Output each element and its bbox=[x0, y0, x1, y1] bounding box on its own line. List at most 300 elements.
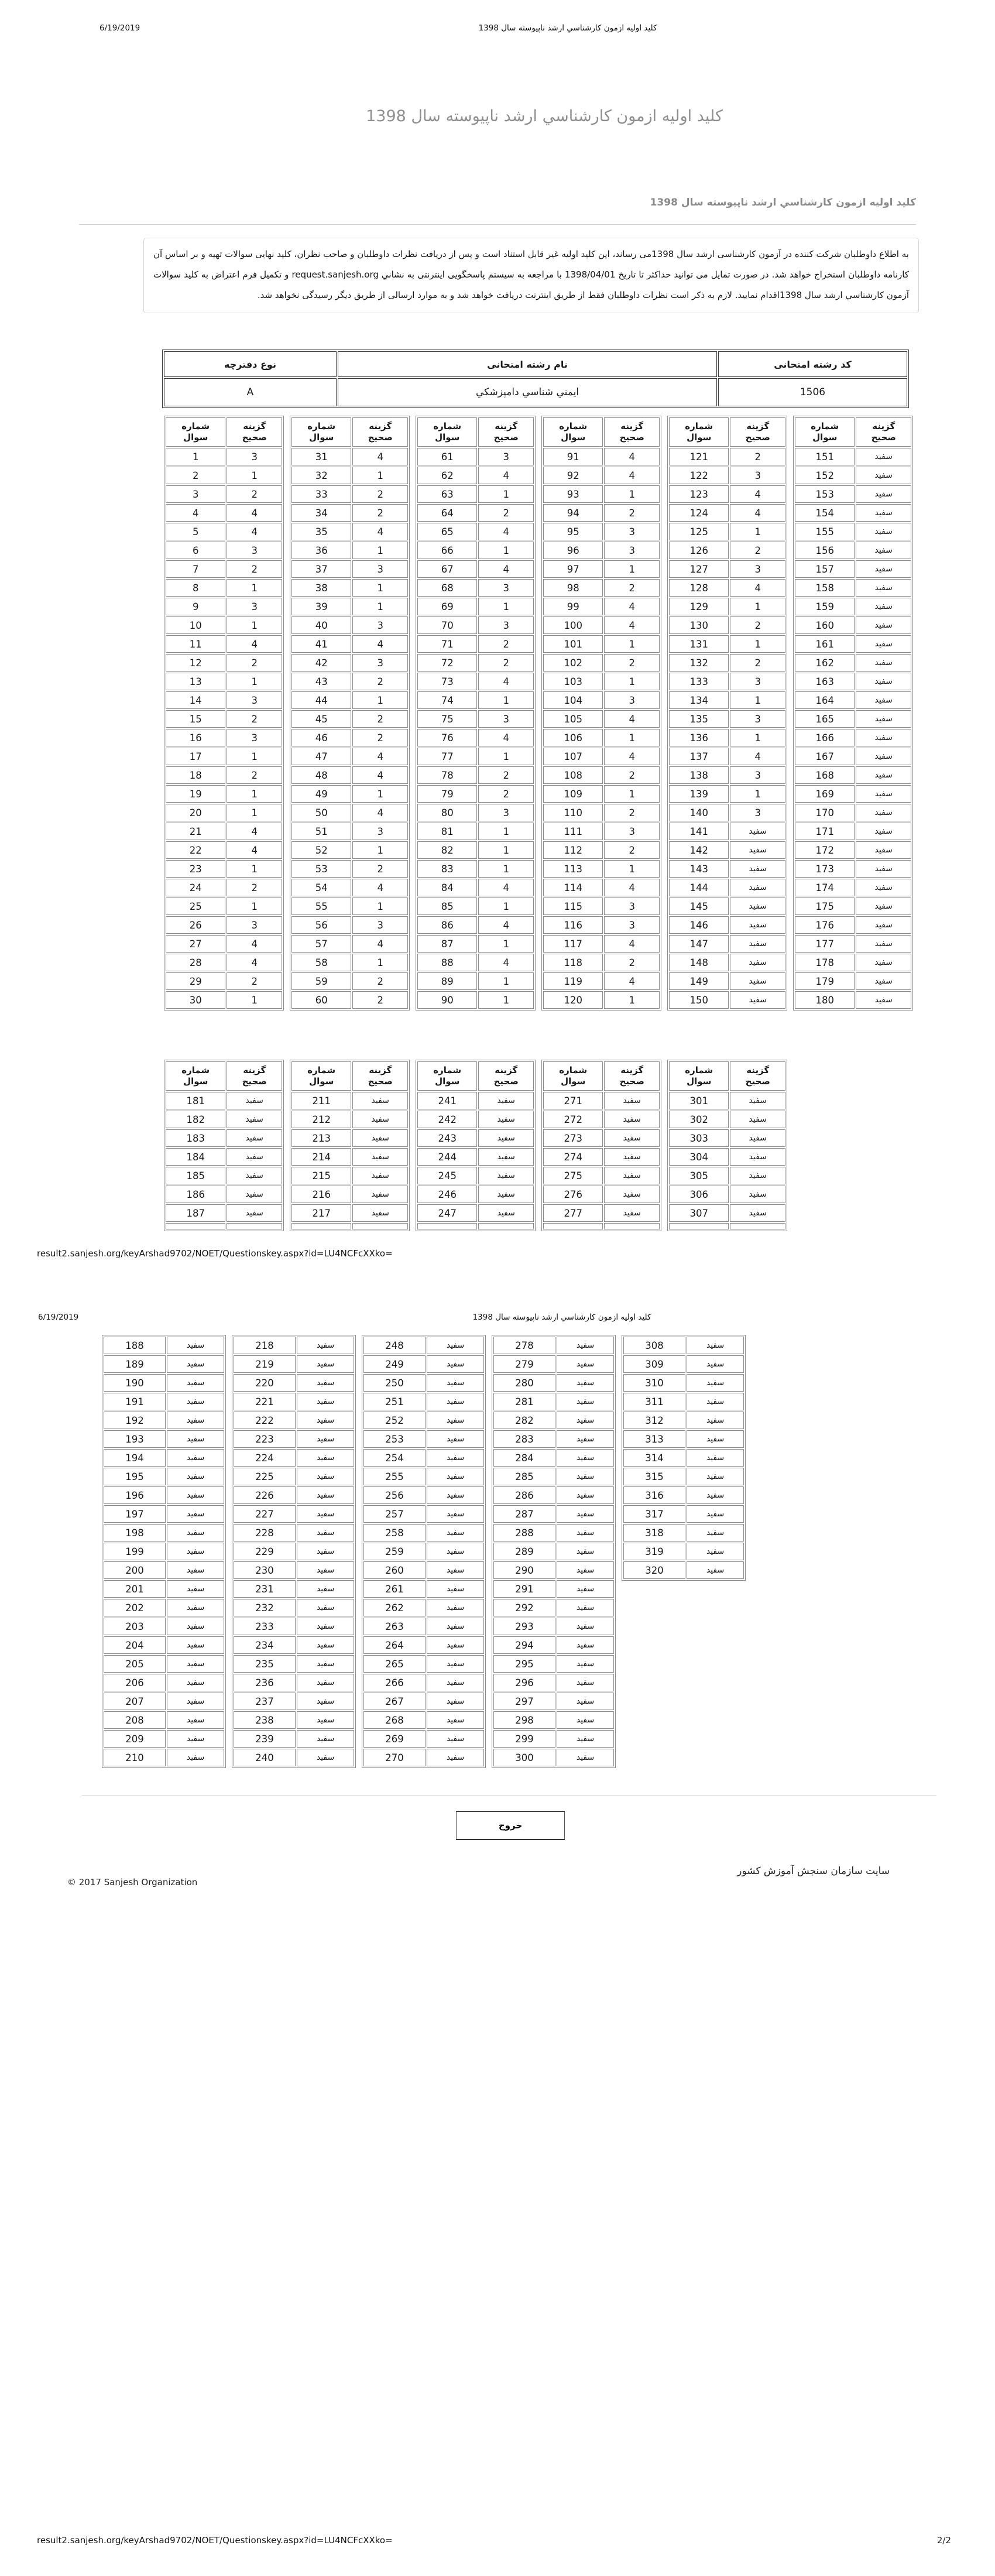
correct-option-cell: سفید bbox=[856, 823, 911, 840]
question-number-cell: 198 bbox=[104, 1524, 166, 1542]
correct-option-cell: 2 bbox=[352, 729, 408, 746]
correct-option-cell: 4 bbox=[352, 448, 408, 465]
answer-row bbox=[166, 523, 282, 540]
correct-option-cell: سفید bbox=[352, 1186, 408, 1203]
correct-option-cell: سفید bbox=[557, 1430, 614, 1448]
correct-option-cell: سفید bbox=[427, 1674, 484, 1691]
answer-row bbox=[363, 1412, 484, 1429]
correct-option-cell: سفید bbox=[167, 1749, 224, 1766]
correct-option-cell: سفید bbox=[227, 1204, 282, 1222]
correct-option-cell: سفید bbox=[427, 1749, 484, 1766]
correct-option-cell: 2 bbox=[227, 972, 282, 990]
correct-option-cell: سفید bbox=[604, 1111, 660, 1128]
question-number-cell: 224 bbox=[234, 1449, 296, 1467]
correct-option-cell: 1 bbox=[478, 935, 534, 953]
correct-option-cell: سفید bbox=[730, 1148, 785, 1166]
answer-row bbox=[417, 972, 534, 990]
correct-option-cell: سفید bbox=[167, 1655, 224, 1673]
answer-row bbox=[104, 1355, 224, 1373]
answer-row bbox=[234, 1693, 354, 1710]
answer-key-table bbox=[416, 416, 536, 1010]
answer-row bbox=[363, 1655, 484, 1673]
question-number-cell: 151 bbox=[795, 448, 855, 465]
answer-row bbox=[291, 504, 408, 522]
correct-option-cell: سفید bbox=[687, 1486, 744, 1504]
correct-option-cell: سفید bbox=[427, 1374, 484, 1392]
answer-row bbox=[417, 748, 534, 765]
question-number-cell: 122 bbox=[669, 467, 729, 484]
answer-row bbox=[669, 616, 785, 634]
answer-header-row bbox=[543, 1061, 660, 1091]
answer-key-block-2 bbox=[164, 1060, 787, 1231]
correct-option-cell: سفید bbox=[427, 1543, 484, 1560]
correct-option-cell: 4 bbox=[730, 579, 785, 597]
question-number-cell: 32 bbox=[291, 467, 351, 484]
question-number-cell: 211 bbox=[291, 1092, 351, 1109]
question-number-cell: 44 bbox=[291, 691, 351, 709]
answer-header-row bbox=[166, 417, 282, 447]
correct-option-header: گزینه صحیح bbox=[856, 417, 911, 447]
correct-option-cell: 2 bbox=[352, 485, 408, 503]
question-number-cell: 101 bbox=[543, 635, 603, 653]
answer-row bbox=[543, 1204, 660, 1222]
correct-option-cell: سفید bbox=[297, 1374, 354, 1392]
page2-print-date: 6/19/2019 bbox=[38, 1313, 79, 1322]
correct-option-cell: 2 bbox=[730, 448, 785, 465]
question-number-cell: 66 bbox=[417, 542, 477, 559]
answer-row bbox=[104, 1711, 224, 1729]
question-number-cell: 27 bbox=[166, 935, 225, 953]
correct-option-cell: 4 bbox=[352, 804, 408, 821]
question-number-header: شماره سوال bbox=[795, 417, 855, 447]
correct-option-cell: سفید bbox=[297, 1693, 354, 1710]
question-number-cell: 294 bbox=[493, 1636, 555, 1654]
answer-row bbox=[363, 1449, 484, 1467]
answer-row bbox=[166, 879, 282, 896]
answer-row bbox=[166, 898, 282, 915]
divider bbox=[82, 1795, 936, 1796]
answer-row bbox=[234, 1412, 354, 1429]
answer-row bbox=[669, 598, 785, 615]
question-number-cell: 253 bbox=[363, 1430, 426, 1448]
correct-option-cell: سفید bbox=[167, 1449, 224, 1467]
question-number-cell: 313 bbox=[623, 1430, 685, 1448]
answer-row bbox=[543, 485, 660, 503]
correct-option-cell: سفید bbox=[557, 1580, 614, 1598]
answer-row bbox=[543, 991, 660, 1009]
question-number-cell: 223 bbox=[234, 1430, 296, 1448]
answer-row bbox=[669, 729, 785, 746]
question-number-cell: 273 bbox=[543, 1129, 603, 1147]
question-number-cell: 22 bbox=[166, 841, 225, 859]
correct-option-cell: 3 bbox=[352, 560, 408, 578]
answer-row bbox=[104, 1580, 224, 1598]
question-number-cell: 146 bbox=[669, 916, 729, 934]
correct-option-cell: 4 bbox=[352, 935, 408, 953]
question-number-cell: 218 bbox=[234, 1337, 296, 1354]
question-number-cell: 199 bbox=[104, 1543, 166, 1560]
question-number-cell: 19 bbox=[166, 785, 225, 803]
answer-row bbox=[543, 616, 660, 634]
correct-option-cell: سفید bbox=[557, 1412, 614, 1429]
booklet-type-header: نوع دفترچه bbox=[164, 351, 337, 377]
correct-option-cell: سفید bbox=[856, 504, 911, 522]
correct-option-cell: 4 bbox=[352, 879, 408, 896]
answer-row bbox=[669, 673, 785, 690]
answer-row bbox=[543, 766, 660, 784]
answer-header-row bbox=[291, 417, 408, 447]
answer-row bbox=[234, 1543, 354, 1560]
correct-option-cell: سفید bbox=[730, 1204, 785, 1222]
correct-option-cell: 2 bbox=[352, 860, 408, 878]
answer-row bbox=[417, 991, 534, 1009]
answer-row bbox=[291, 598, 408, 615]
question-number-cell: 219 bbox=[234, 1355, 296, 1373]
question-number-cell: 165 bbox=[795, 710, 855, 728]
question-number-cell: 156 bbox=[795, 542, 855, 559]
answer-row bbox=[234, 1505, 354, 1523]
question-number-cell: 93 bbox=[543, 485, 603, 503]
answer-row bbox=[291, 766, 408, 784]
answer-row bbox=[795, 542, 911, 559]
correct-option-cell: 1 bbox=[227, 898, 282, 915]
correct-option-cell: سفید bbox=[167, 1393, 224, 1410]
correct-option-cell: 1 bbox=[478, 991, 534, 1009]
question-number-cell: 189 bbox=[104, 1355, 166, 1373]
question-number-cell: 94 bbox=[543, 504, 603, 522]
answer-row bbox=[669, 860, 785, 878]
question-number-cell: 243 bbox=[417, 1129, 477, 1147]
answer-row bbox=[543, 823, 660, 840]
correct-option-cell: 4 bbox=[478, 467, 534, 484]
question-number-cell: 256 bbox=[363, 1486, 426, 1504]
question-number-cell: 3 bbox=[166, 485, 225, 503]
question-number-cell: 63 bbox=[417, 485, 477, 503]
correct-option-cell: 1 bbox=[604, 635, 660, 653]
answer-row bbox=[363, 1674, 484, 1691]
answer-row bbox=[493, 1393, 614, 1410]
correct-option-cell: سفید bbox=[557, 1449, 614, 1467]
correct-option-cell: 4 bbox=[604, 972, 660, 990]
correct-option-cell: 1 bbox=[730, 729, 785, 746]
answer-row bbox=[543, 1111, 660, 1128]
question-number-cell: 136 bbox=[669, 729, 729, 746]
answer-row bbox=[363, 1355, 484, 1373]
question-number-cell: 212 bbox=[291, 1111, 351, 1128]
answer-row bbox=[234, 1674, 354, 1691]
correct-option-cell: سفید bbox=[856, 879, 911, 896]
answer-row bbox=[669, 954, 785, 971]
correct-option-cell: 1 bbox=[730, 598, 785, 615]
notice-text: به اطلاع داوطلبان شرکت کننده در آزمون کارشناسی ارشد سال 1398می رساند، این کلید اولیه غیر قابل استناد است و پس از دریافت نظرات داوطلبان و صاحب نظران، کلید نهایی سوالات تهیه و بر اساس آن کارنامه داوطلبان استخراج خواهد شد. در صورت تمایل می توانید حداکثر تا تاریخ 1398/04/01 با مراجعه به سیستم پاسخگویی اینترنتی به نشاني request.sanjesh.org و تکمیل فرم اعتراض به کلید سوالات آزمون کارشناسي ارشد سال 1398اقدام نمایید. لازم به ذکر است نظرات داوطلبان فقط از طریق اینترنت دریافت خواهد شد و به موارد ارسالی از طریق دیگر رسیدگی نخواهد شد. bbox=[153, 249, 910, 300]
correct-option-cell: سفید bbox=[297, 1599, 354, 1616]
correct-option-cell: سفید bbox=[856, 898, 911, 915]
correct-option-cell: 3 bbox=[352, 916, 408, 934]
question-number-cell: 138 bbox=[669, 766, 729, 784]
correct-option-cell: سفید bbox=[297, 1543, 354, 1560]
answer-row bbox=[669, 972, 785, 990]
correct-option-cell: سفید bbox=[227, 1111, 282, 1128]
question-number-cell: 242 bbox=[417, 1111, 477, 1128]
correct-option-cell: سفید bbox=[687, 1337, 744, 1354]
answer-row bbox=[291, 748, 408, 765]
answer-row bbox=[104, 1393, 224, 1410]
question-number-cell: 53 bbox=[291, 860, 351, 878]
answer-row bbox=[291, 1129, 408, 1147]
correct-option-cell: 1 bbox=[352, 598, 408, 615]
question-number-cell: 174 bbox=[795, 879, 855, 896]
question-number-cell: 2 bbox=[166, 467, 225, 484]
correct-option-cell: 4 bbox=[604, 879, 660, 896]
question-number-cell: 226 bbox=[234, 1486, 296, 1504]
correct-option-header: گزینه صحیح bbox=[730, 1061, 785, 1091]
question-number-cell: 104 bbox=[543, 691, 603, 709]
correct-option-cell: سفید bbox=[557, 1693, 614, 1710]
question-number-cell: 168 bbox=[795, 766, 855, 784]
correct-option-header: گزینه صحیح bbox=[604, 1061, 660, 1091]
question-number-cell: 269 bbox=[363, 1730, 426, 1748]
page1-print-date: 6/19/2019 bbox=[100, 23, 140, 33]
correct-option-cell: 1 bbox=[478, 898, 534, 915]
question-number-cell: 247 bbox=[417, 1204, 477, 1222]
correct-option-cell: سفید bbox=[297, 1749, 354, 1766]
question-number-cell: 205 bbox=[104, 1655, 166, 1673]
correct-option-cell: سفید bbox=[352, 1148, 408, 1166]
question-number-cell: 214 bbox=[291, 1148, 351, 1166]
correct-option-cell: سفید bbox=[856, 710, 911, 728]
question-number-cell: 229 bbox=[234, 1543, 296, 1560]
answer-row bbox=[291, 898, 408, 915]
question-number-cell: 79 bbox=[417, 785, 477, 803]
answer-row bbox=[795, 485, 911, 503]
correct-option-cell: سفید bbox=[478, 1186, 534, 1203]
answer-row bbox=[291, 972, 408, 990]
correct-option-cell: سفید bbox=[352, 1092, 408, 1109]
answer-row bbox=[543, 710, 660, 728]
answer-row bbox=[543, 467, 660, 484]
correct-option-cell: 1 bbox=[478, 823, 534, 840]
correct-option-cell: سفید bbox=[856, 673, 911, 690]
answer-row bbox=[166, 729, 282, 746]
question-number-cell: 288 bbox=[493, 1524, 555, 1542]
answer-row bbox=[166, 1186, 282, 1203]
correct-option-cell: سفید bbox=[167, 1355, 224, 1373]
correct-option-cell: سفید bbox=[856, 598, 911, 615]
answer-row bbox=[166, 823, 282, 840]
correct-option-cell: 1 bbox=[227, 616, 282, 634]
answer-row bbox=[493, 1430, 614, 1448]
correct-option-cell: 3 bbox=[730, 804, 785, 821]
answer-key-table bbox=[541, 1060, 661, 1231]
answer-key-table bbox=[290, 1060, 410, 1231]
correct-option-cell: 1 bbox=[227, 579, 282, 597]
page2-print-title: کلید اولیه ازمون کارشناسي ارشد ناپیوسته سال 1398 bbox=[472, 1313, 651, 1322]
answer-row bbox=[669, 1204, 785, 1222]
correct-option-cell: سفید bbox=[856, 916, 911, 934]
question-number-cell: 23 bbox=[166, 860, 225, 878]
answer-row bbox=[493, 1468, 614, 1485]
correct-option-cell: سفید bbox=[352, 1129, 408, 1147]
correct-option-cell: سفید bbox=[856, 860, 911, 878]
correct-option-cell: سفید bbox=[557, 1711, 614, 1729]
exit-button[interactable]: خروج bbox=[456, 1811, 565, 1839]
correct-option-cell: سفید bbox=[297, 1468, 354, 1485]
answer-row bbox=[417, 1204, 534, 1222]
question-number-cell: 239 bbox=[234, 1730, 296, 1748]
correct-option-cell: 1 bbox=[478, 598, 534, 615]
correct-option-cell: 3 bbox=[478, 448, 534, 465]
answer-row bbox=[166, 1092, 282, 1109]
question-number-cell: 308 bbox=[623, 1337, 685, 1354]
answer-row bbox=[291, 1186, 408, 1203]
answer-row bbox=[795, 579, 911, 597]
answer-row bbox=[166, 504, 282, 522]
correct-option-cell: سفید bbox=[427, 1449, 484, 1467]
question-number-cell: 4 bbox=[166, 504, 225, 522]
answer-row bbox=[291, 1204, 408, 1222]
answer-row bbox=[543, 1092, 660, 1109]
answer-row bbox=[795, 766, 911, 784]
answer-row bbox=[291, 542, 408, 559]
correct-option-cell: سفید bbox=[557, 1730, 614, 1748]
answer-row bbox=[234, 1618, 354, 1635]
answer-row bbox=[669, 467, 785, 484]
correct-option-cell: سفید bbox=[167, 1486, 224, 1504]
correct-option-cell: سفید bbox=[856, 972, 911, 990]
answer-row bbox=[104, 1468, 224, 1485]
correct-option-cell: سفید bbox=[730, 1111, 785, 1128]
question-number-cell: 89 bbox=[417, 972, 477, 990]
correct-option-cell: سفید bbox=[856, 542, 911, 559]
correct-option-cell: 4 bbox=[604, 448, 660, 465]
exam-field-code-header: کد رشته امتحانی bbox=[718, 351, 907, 377]
question-number-cell: 55 bbox=[291, 898, 351, 915]
correct-option-cell: 4 bbox=[604, 598, 660, 615]
answer-row bbox=[417, 673, 534, 690]
correct-option-cell: سفید bbox=[604, 1092, 660, 1109]
answer-row bbox=[669, 1186, 785, 1203]
correct-option-cell: سفید bbox=[856, 691, 911, 709]
correct-option-cell: 4 bbox=[604, 467, 660, 484]
question-number-cell: 285 bbox=[493, 1468, 555, 1485]
correct-option-cell: 4 bbox=[227, 523, 282, 540]
correct-option-cell: 4 bbox=[478, 879, 534, 896]
answer-row bbox=[795, 598, 911, 615]
question-number-cell: 125 bbox=[669, 523, 729, 540]
answer-row bbox=[543, 691, 660, 709]
page-title: کلید اولیه ازمون کارشناسي ارشد ناپیوسته سال 1398 bbox=[366, 107, 723, 125]
answer-row bbox=[291, 879, 408, 896]
answer-row bbox=[363, 1374, 484, 1392]
answer-row bbox=[104, 1561, 224, 1579]
question-number-cell: 284 bbox=[493, 1449, 555, 1467]
answer-row bbox=[104, 1599, 224, 1616]
answer-row bbox=[623, 1449, 744, 1467]
question-number-cell: 312 bbox=[623, 1412, 685, 1429]
answer-row bbox=[417, 523, 534, 540]
correct-option-cell: 2 bbox=[352, 991, 408, 1009]
correct-option-cell: 3 bbox=[352, 654, 408, 672]
question-number-cell: 145 bbox=[669, 898, 729, 915]
correct-option-cell: سفید bbox=[856, 954, 911, 971]
question-number-cell: 217 bbox=[291, 1204, 351, 1222]
question-number-header: شماره سوال bbox=[543, 1061, 603, 1091]
correct-option-cell: 2 bbox=[730, 654, 785, 672]
correct-option-cell: 2 bbox=[604, 804, 660, 821]
question-number-cell: 169 bbox=[795, 785, 855, 803]
answer-row bbox=[623, 1412, 744, 1429]
answer-key-table bbox=[164, 416, 284, 1010]
answer-row bbox=[543, 972, 660, 990]
question-number-cell: 215 bbox=[291, 1167, 351, 1184]
correct-option-cell: 4 bbox=[730, 748, 785, 765]
answer-row bbox=[104, 1674, 224, 1691]
answer-row bbox=[669, 448, 785, 465]
correct-option-cell: سفید bbox=[478, 1148, 534, 1166]
answer-row bbox=[669, 935, 785, 953]
question-number-cell: 71 bbox=[417, 635, 477, 653]
answer-row bbox=[234, 1430, 354, 1448]
answer-key-table bbox=[492, 1335, 616, 1768]
question-number-cell: 38 bbox=[291, 579, 351, 597]
answer-row bbox=[417, 1092, 534, 1109]
correct-option-cell: 1 bbox=[478, 485, 534, 503]
question-number-cell: 46 bbox=[291, 729, 351, 746]
correct-option-cell: سفید bbox=[730, 860, 785, 878]
correct-option-cell: سفید bbox=[427, 1393, 484, 1410]
correct-option-cell: 1 bbox=[730, 523, 785, 540]
question-number-cell: 149 bbox=[669, 972, 729, 990]
correct-option-cell: 3 bbox=[730, 766, 785, 784]
answer-header-row bbox=[417, 417, 534, 447]
answer-row bbox=[234, 1580, 354, 1598]
answer-row bbox=[363, 1561, 484, 1579]
question-number-cell: 114 bbox=[543, 879, 603, 896]
answer-row bbox=[543, 504, 660, 522]
answer-row bbox=[543, 1148, 660, 1166]
correct-option-cell: سفید bbox=[687, 1524, 744, 1542]
answer-row bbox=[493, 1543, 614, 1560]
question-number-cell: 172 bbox=[795, 841, 855, 859]
answer-header-row bbox=[795, 417, 911, 447]
question-number-cell: 297 bbox=[493, 1693, 555, 1710]
question-number-cell: 287 bbox=[493, 1505, 555, 1523]
question-number-cell: 220 bbox=[234, 1374, 296, 1392]
correct-option-cell: سفید bbox=[856, 467, 911, 484]
question-number-cell: 173 bbox=[795, 860, 855, 878]
correct-option-cell: 3 bbox=[227, 916, 282, 934]
correct-option-cell: سفید bbox=[730, 823, 785, 840]
correct-option-cell: 4 bbox=[227, 935, 282, 953]
answer-row bbox=[669, 504, 785, 522]
correct-option-cell: سفید bbox=[730, 1092, 785, 1109]
correct-option-cell: سفید bbox=[687, 1505, 744, 1523]
answer-row bbox=[417, 598, 534, 615]
question-number-cell: 56 bbox=[291, 916, 351, 934]
answer-row bbox=[543, 748, 660, 765]
question-number-cell: 257 bbox=[363, 1505, 426, 1523]
answer-row bbox=[493, 1486, 614, 1504]
question-number-cell: 277 bbox=[543, 1204, 603, 1222]
question-number-cell: 65 bbox=[417, 523, 477, 540]
question-number-cell: 155 bbox=[795, 523, 855, 540]
correct-option-cell: سفید bbox=[427, 1561, 484, 1579]
answer-row bbox=[543, 579, 660, 597]
correct-option-cell: 1 bbox=[227, 785, 282, 803]
correct-option-cell: 4 bbox=[478, 673, 534, 690]
clipped-row bbox=[417, 1223, 534, 1229]
question-number-cell: 261 bbox=[363, 1580, 426, 1598]
